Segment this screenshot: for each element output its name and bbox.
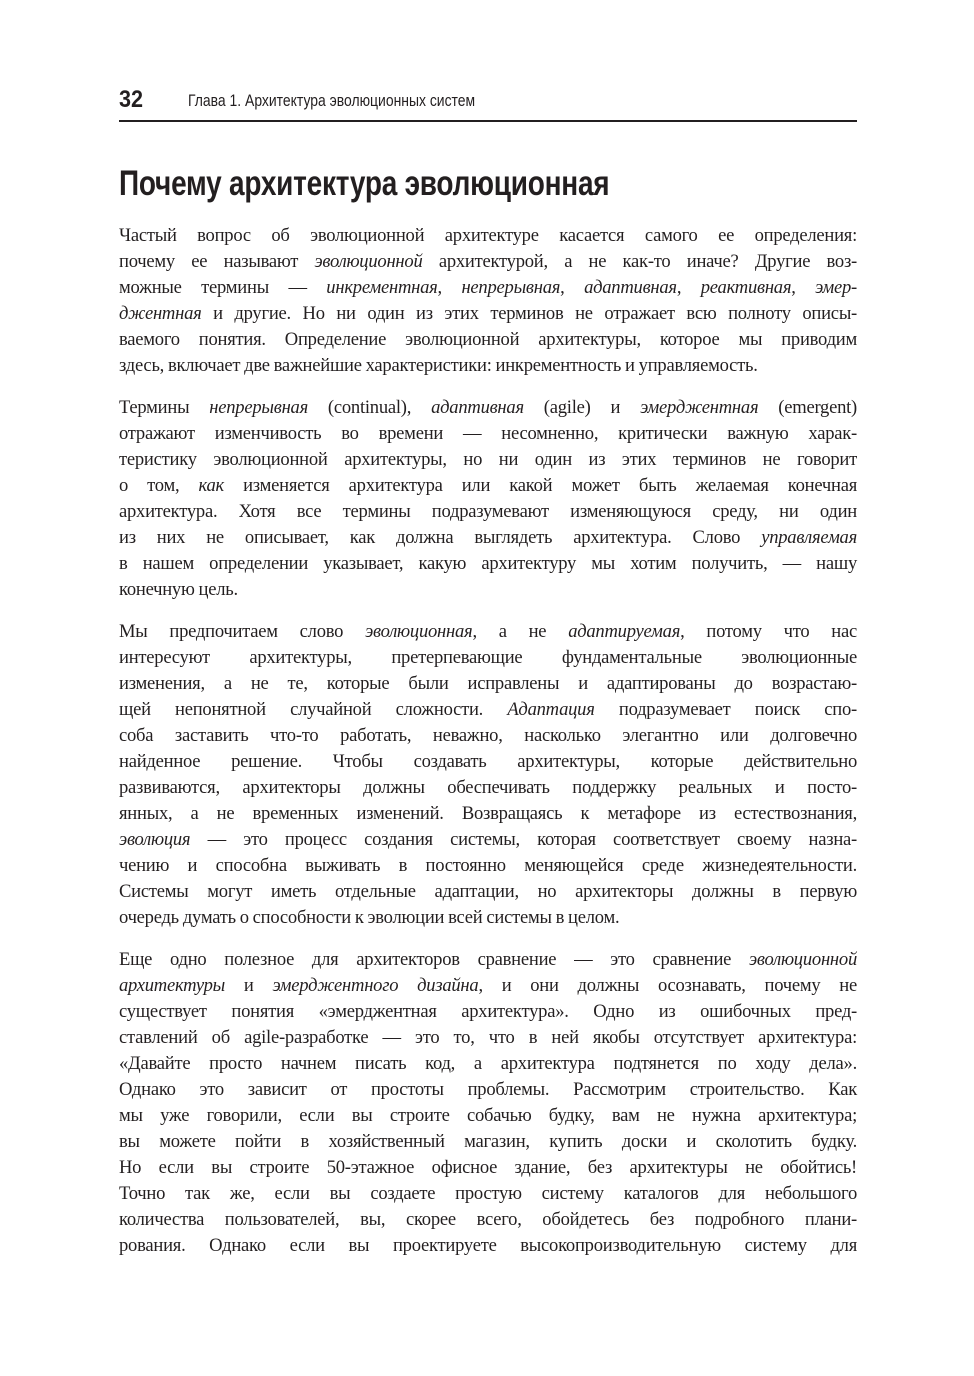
text-run: , и они должны осознавать, почему не <box>478 975 857 996</box>
text-line <box>119 1025 857 1051</box>
text-run: теристику эволюционной архитектуры, но ни один из этих терминов не говорит <box>119 449 857 470</box>
text-run: — это процесс создания системы, которая соответствует своему назна- <box>190 829 857 850</box>
text-run: подразумевает поиск спо- <box>594 699 857 720</box>
text-run: чению и способна выживать в постоянно меняющейся среде жизнедеятельности. <box>119 855 857 876</box>
text-line <box>119 905 857 931</box>
text-run: рования. Однако если вы проектируете высокопроизводительную систему для <box>119 1235 857 1256</box>
text-run: существует понятия «эмерджентная архитектура». Одно из ошибочных пред- <box>119 1001 857 1022</box>
running-header-chapter-title: Глава 1. Архитектура эволюционных систем <box>188 91 476 110</box>
text-line <box>119 1155 857 1181</box>
text-line <box>119 1207 857 1233</box>
text-run: Еще одно полезное для архитекторов сравнение — это сравнение <box>119 949 749 970</box>
page-number: 32 <box>119 86 144 113</box>
italic-term: эволюционной <box>314 251 423 272</box>
text-run: Термины <box>119 397 210 418</box>
text-line <box>119 525 857 551</box>
text-run: архитектура. Хотя все термины подразумевают изменяющуюся среду, ни один <box>119 501 857 522</box>
text-run: соба заставить что-то работать, неважно, насколько элегантно или долговечно <box>119 725 857 746</box>
italic-term: как <box>198 475 224 496</box>
text-line <box>119 827 857 853</box>
italic-term: непрерывная <box>461 277 561 298</box>
italic-term: эмерджентная <box>640 397 759 418</box>
text-run: можные термины — <box>119 277 327 298</box>
text-line <box>119 577 857 603</box>
text-line <box>119 447 857 473</box>
italic-term: Адаптация <box>507 699 595 720</box>
text-line <box>119 723 857 749</box>
text-line <box>119 1181 857 1207</box>
text-line <box>119 327 857 353</box>
text-line <box>119 395 857 421</box>
italic-term: джентная <box>119 303 202 324</box>
text-run: количества пользователей, вы, скорее всего, обойдетесь без подробного плани- <box>119 1209 857 1230</box>
text-line <box>119 1233 857 1259</box>
paragraph <box>119 947 857 1259</box>
text-run: янных, а не временных изменений. Возвращаясь к метафоре из естествознания, <box>119 803 857 824</box>
text-line <box>119 499 857 525</box>
text-line <box>119 947 857 973</box>
text-run: здесь, включает две важнейшие характеристики: инкрементность и управляемость. <box>119 355 758 376</box>
text-run: изменяется архитектура или какой может быть желаемая конечная <box>224 475 857 496</box>
text-run: Точно так же, если вы создаете простую систему каталогов для небольшого <box>119 1183 857 1204</box>
text-run: ставлений об agile-разработке — это то, что в ней якобы отсутствует архитектура: <box>119 1027 857 1048</box>
text-line <box>119 619 857 645</box>
text-line <box>119 1051 857 1077</box>
text-line <box>119 853 857 879</box>
body-text <box>119 223 857 1275</box>
italic-term: эмерджентного дизайна <box>272 975 479 996</box>
text-run: щей непонятной случайной сложности. <box>119 699 508 720</box>
italic-term: эволюционная <box>365 621 473 642</box>
text-run: , <box>560 277 585 298</box>
text-line <box>119 801 857 827</box>
text-run: (continual), <box>307 397 432 418</box>
text-run: почему ее называют <box>119 251 315 272</box>
text-run: о том, <box>119 475 199 496</box>
text-run: , а не <box>472 621 569 642</box>
text-run: развиваются, архитекторы должны обеспечивать поддержку реальных и посто- <box>119 777 857 798</box>
text-run: и <box>225 975 273 996</box>
text-run: интересуют архитектуры, претерпевающие фундаментальные эволюционные <box>119 647 857 668</box>
text-line <box>119 1103 857 1129</box>
text-run: Частый вопрос об эволюционной архитектуре касается самого ее определения: <box>119 225 857 246</box>
section-title: Почему архитектура эволюционная <box>119 164 610 203</box>
text-run: Но если вы строите 50-этажное офисное здание, без архитектуры не обойтись! <box>119 1157 857 1178</box>
italic-term: управляемая <box>761 527 857 548</box>
text-run: из них не описывает, как должна выглядеть архитектура. Слово <box>119 527 762 548</box>
paragraph <box>119 395 857 603</box>
italic-term: непрерывная <box>209 397 308 418</box>
text-run: архитектурой, а не как-то иначе? Другие воз- <box>422 251 857 272</box>
text-run: отражают изменчивость во времени — несомненно, критически важную харак- <box>119 423 857 444</box>
paragraph <box>119 619 857 931</box>
header-rule <box>119 120 857 122</box>
text-line <box>119 275 857 301</box>
text-run: найденное решение. Чтобы создавать архитектуры, которые действительно <box>119 751 857 772</box>
text-run: , <box>437 277 462 298</box>
italic-term: эмер- <box>815 277 858 298</box>
text-line <box>119 999 857 1025</box>
text-run: , потому что нас <box>680 621 857 642</box>
text-run: в нашем определении указывает, какую архитектуру мы хотим получить, — нашу <box>119 553 857 574</box>
text-run: , <box>676 277 701 298</box>
text-line <box>119 1129 857 1155</box>
text-run: , <box>791 277 816 298</box>
text-run: Мы предпочитаем слово <box>119 621 366 642</box>
italic-term: реактивная <box>700 277 792 298</box>
italic-term: инкрементная <box>326 277 438 298</box>
text-line <box>119 645 857 671</box>
text-run: мы уже говорили, если вы строите собачью будку, вам не нужна архитектура; <box>119 1105 857 1126</box>
text-run: Однако это зависит от простоты проблемы. Рассмотрим строительство. Как <box>119 1079 857 1100</box>
text-line <box>119 249 857 275</box>
italic-term: архитектуры <box>119 975 226 996</box>
text-line <box>119 473 857 499</box>
text-line <box>119 973 857 999</box>
italic-term: эволюция <box>119 829 191 850</box>
text-line <box>119 749 857 775</box>
text-line <box>119 223 857 249</box>
text-line <box>119 879 857 905</box>
text-line <box>119 301 857 327</box>
text-line <box>119 421 857 447</box>
text-run: «Давайте просто начнем писать код, а архитектура подтянется по ходу дела». <box>119 1053 857 1074</box>
text-line <box>119 775 857 801</box>
italic-term: адаптируемая <box>568 621 681 642</box>
text-run: очередь думать о способности к эволюции всей системы в целом. <box>119 907 620 928</box>
text-line <box>119 1077 857 1103</box>
text-run: изменения, а не те, которые были исправлены и адаптированы до возрастаю- <box>119 673 857 694</box>
paragraph <box>119 223 857 379</box>
text-line <box>119 671 857 697</box>
text-run: и другие. Но ни один из этих терминов не отражает всю полноту описы- <box>201 303 857 324</box>
italic-term: адаптивная <box>431 397 524 418</box>
text-run: вы можете пойти в хозяйственный магазин, купить доски и сколотить будку. <box>119 1131 857 1152</box>
text-line <box>119 551 857 577</box>
text-run: (agile) и <box>523 397 641 418</box>
text-run: ваемого понятия. Определение эволюционной архитектуры, которое мы приводим <box>119 329 857 350</box>
text-line <box>119 697 857 723</box>
italic-term: адаптивная <box>584 277 677 298</box>
text-run: (emergent) <box>758 397 858 418</box>
text-run: Системы могут иметь отдельные адаптации, но архитекторы должны в первую <box>119 881 857 902</box>
italic-term: эволюционной <box>748 949 857 970</box>
text-line <box>119 353 857 379</box>
text-run: конечную цель. <box>119 579 238 600</box>
